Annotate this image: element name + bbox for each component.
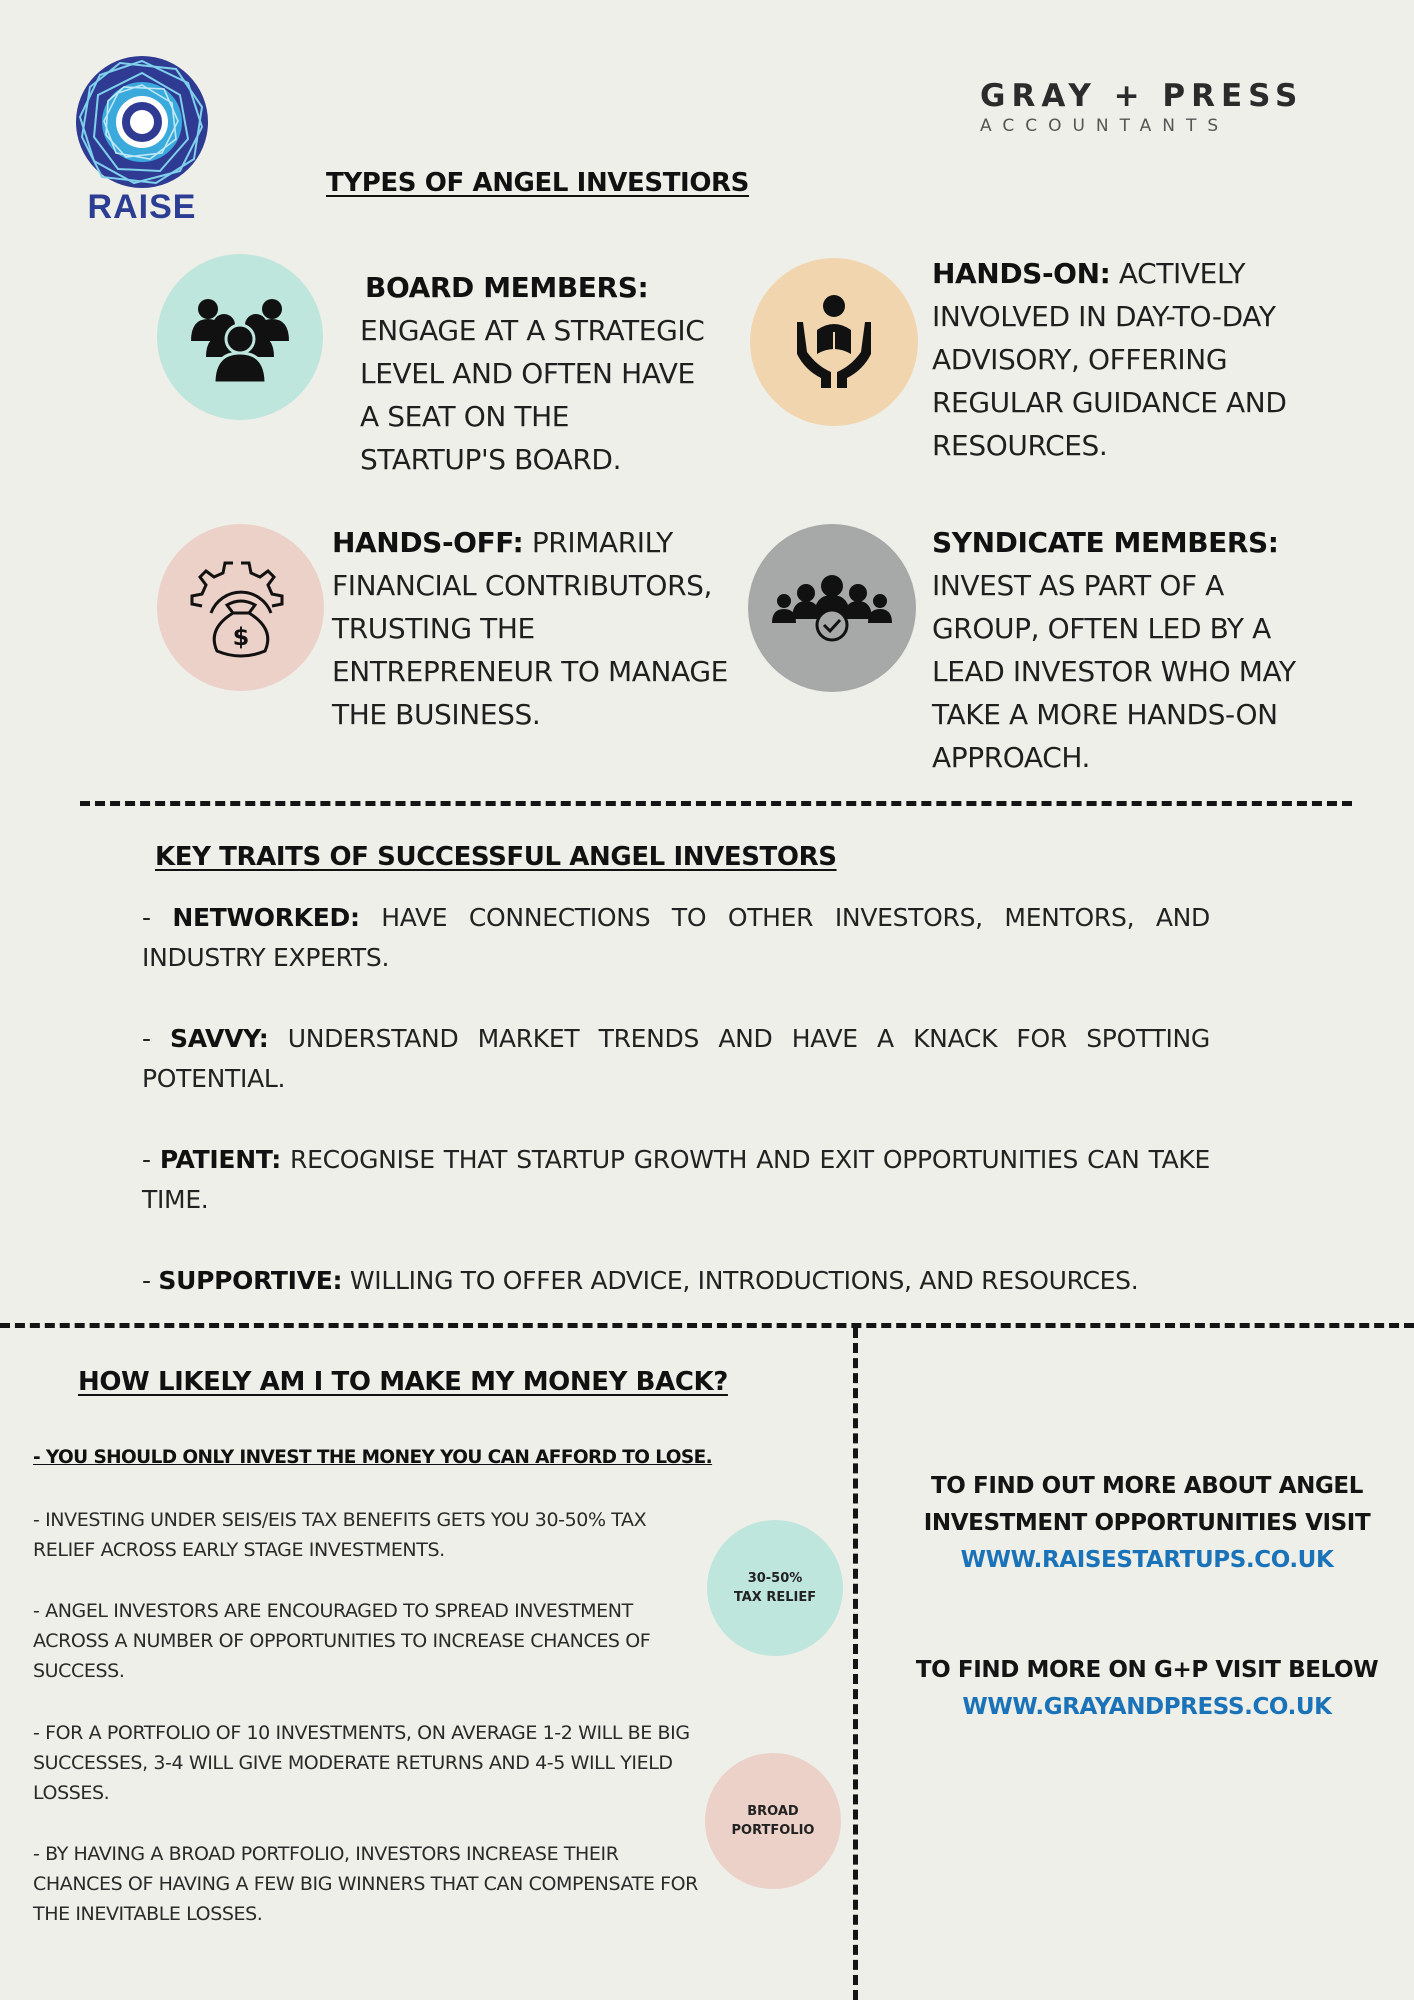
svg-text:$: $	[232, 622, 249, 651]
column-divider	[853, 1328, 858, 2000]
gp-website-link[interactable]: WWW.GRAYANDPRESS.CO.UK	[962, 1694, 1332, 1720]
cta-line: TO FIND MORE ON G+P VISIT BELOW	[915, 1657, 1379, 1683]
hands-off-badge	[157, 524, 324, 691]
money-warning: - YOU SHOULD ONLY INVEST THE MONEY YOU CAN AFFORD TO LOSE.	[33, 1447, 713, 1468]
section-divider	[80, 801, 1352, 806]
badge-line: PORTFOLIO	[731, 1823, 815, 1838]
raise-wordmark: RAISE	[87, 188, 197, 226]
board-members-badge	[157, 254, 323, 420]
traits-heading: KEY TRAITS OF SUCCESSFUL ANGEL INVESTORS	[155, 842, 837, 872]
broad-portfolio-badge	[705, 1753, 841, 1889]
syndicate-text	[932, 521, 1327, 779]
trait-patient	[142, 1140, 1210, 1220]
board-members-text	[360, 266, 715, 481]
hands-off-text	[332, 521, 737, 736]
trait-supportive	[142, 1261, 1282, 1301]
trait-desc: UNDERSTAND MARKET TRENDS AND HAVE A KNACK FOR SPOTTING POTENTIAL.	[142, 1024, 1210, 1093]
board-members-title: BOARD MEMBERS:	[365, 271, 649, 304]
syndicate-title: SYNDICATE MEMBERS:	[932, 526, 1279, 559]
money-paragraph: - INVESTING UNDER SEIS/EIS TAX BENEFITS GETS YOU 30-50% TAX RELIEF ACROSS EARLY STAGE INVESTMENTS.	[33, 1509, 647, 1561]
group-icon	[188, 289, 292, 385]
hands-on-badge	[750, 258, 918, 426]
trait-desc: RECOGNISE THAT STARTUP GROWTH AND EXIT OPPORTUNITIES CAN TAKE TIME.	[142, 1145, 1210, 1214]
hands-off-desc: PRIMARILY FINANCIAL CONTRIBUTORS, TRUSTING THE ENTREPRENEUR TO MANAGE THE BUSINESS.	[332, 526, 728, 731]
trait-dash: -	[142, 903, 173, 932]
money-paragraph: - ANGEL INVESTORS ARE ENCOURAGED TO SPREAD INVESTMENT ACROSS A NUMBER OF OPPORTUNITIES TO INCREASE CHANCES OF SUCCESS.	[33, 1600, 651, 1682]
raise-emblem-icon	[72, 55, 212, 190]
money-gear-icon	[181, 553, 301, 663]
badge-line: BROAD	[747, 1804, 799, 1819]
trait-dash: -	[142, 1266, 159, 1295]
money-paragraph: - FOR A PORTFOLIO OF 10 INVESTMENTS, ON AVERAGE 1-2 WILL BE BIG SUCCESSES, 3-4 WILL GIVE MODERATE RETURNS AND 4-5 WILL YIELD LOSSES.	[33, 1722, 690, 1804]
syndicate-desc: INVEST AS PART OF A GROUP, OFTEN LED BY A LEAD INVESTOR WHO MAY TAKE A MORE HANDS-ON APPROACH.	[932, 569, 1296, 774]
hands-on-title: HANDS-ON:	[932, 257, 1111, 290]
hands-support-icon	[789, 292, 879, 392]
raise-website-link[interactable]: WWW.RAISESTARTUPS.CO.UK	[960, 1547, 1334, 1573]
types-heading: TYPES OF ANGEL INVESTIORS	[326, 168, 749, 198]
money-paragraph: - BY HAVING A BROAD PORTFOLIO, INVESTORS INCREASE THEIR CHANCES OF HAVING A FEW BIG WINNERS THAT CAN COMPENSATE FOR THE INEVITABLE LOSSES.	[33, 1843, 698, 1925]
hands-off-title: HANDS-OFF:	[332, 526, 524, 559]
gray-press-sub: ACCOUNTANTS	[980, 116, 1230, 136]
trait-title: NETWORKED:	[172, 903, 360, 932]
badge-line: 30-50%	[747, 1571, 803, 1586]
raise-logo	[72, 55, 212, 235]
tax-relief-badge	[707, 1520, 843, 1656]
gray-press-logo	[980, 78, 1304, 136]
gray-press-name: GRAY + PRESS	[980, 78, 1304, 114]
trait-title: SAVVY:	[169, 1024, 269, 1053]
trait-savvy	[142, 1019, 1210, 1099]
group-check-icon	[770, 573, 894, 643]
cta-line: INVESTMENT OPPORTUNITIES VISIT	[923, 1510, 1371, 1536]
money-heading: HOW LIKELY AM I TO MAKE MY MONEY BACK?	[78, 1367, 728, 1397]
cta-gp	[880, 1652, 1414, 1726]
trait-networked	[142, 898, 1210, 978]
board-members-desc: ENGAGE AT A STRATEGIC LEVEL AND OFTEN HAVE A SEAT ON THE STARTUP'S BOARD.	[360, 314, 705, 476]
badge-line: TAX RELIEF	[733, 1590, 817, 1605]
hands-on-desc: ACTIVELY INVOLVED IN DAY-TO-DAY ADVISORY, OFFERING REGULAR GUIDANCE AND RESOURCES.	[932, 257, 1287, 462]
trait-dash: -	[142, 1145, 160, 1174]
hands-on-text	[932, 252, 1312, 467]
syndicate-badge	[748, 524, 916, 692]
trait-dash: -	[142, 1024, 170, 1053]
trait-title: PATIENT:	[159, 1145, 281, 1174]
trait-title: SUPPORTIVE:	[158, 1266, 343, 1295]
trait-desc: HAVE CONNECTIONS TO OTHER INVESTORS, MENTORS, AND INDUSTRY EXPERTS.	[142, 903, 1210, 972]
section-divider	[0, 1323, 1414, 1328]
cta-raise	[880, 1468, 1414, 1579]
cta-line: TO FIND OUT MORE ABOUT ANGEL	[930, 1473, 1363, 1499]
trait-desc: WILLING TO OFFER ADVICE, INTRODUCTIONS, AND RESOURCES.	[349, 1266, 1139, 1295]
